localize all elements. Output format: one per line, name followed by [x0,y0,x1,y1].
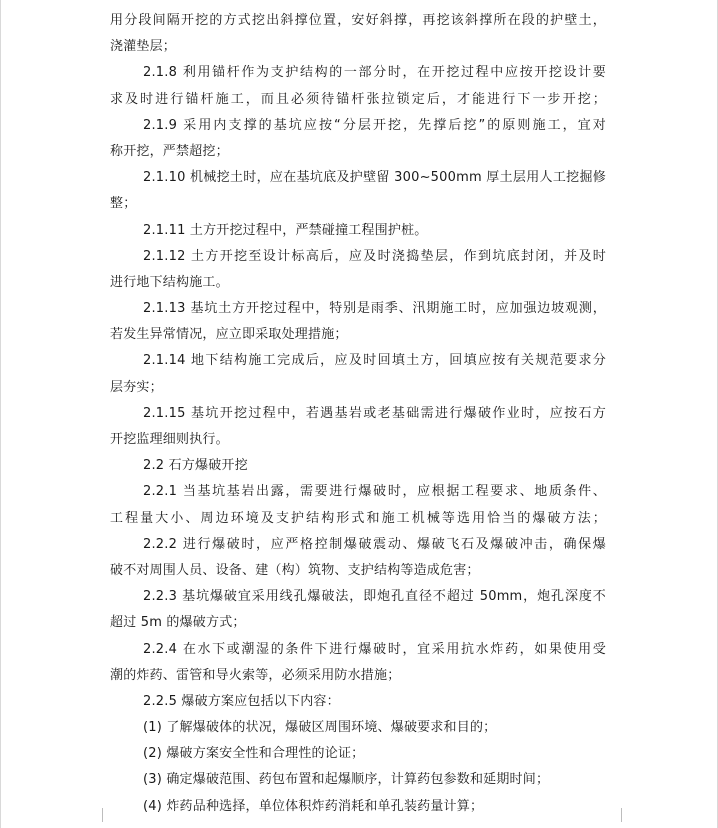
text-line: 2.2.1 当基坑基岩出露，需要进行爆破时，应根据工程要求、地质条件、 [143,484,606,500]
text-line: 称开挖，严禁超挖； [110,143,229,159]
margin-corner-mark-right [621,808,636,822]
text-line: 2.2.2 进行爆破时，应严格控制爆破震动、爆破飞石及爆破冲击，确保爆 [143,536,606,552]
text-line: 若发生异常情况，应立即采取处理措施； [110,327,348,343]
text-line: 2.1.12 土方开挖至设计标高后，应及时浇捣垫层，作到坑底封闭，并及时 [143,248,606,264]
text-line: 2.1.9 采用内支撑的基坑应按“分层开挖，先撑后挖”的原则施工，宜对 [143,117,606,133]
page-left-edge [0,0,1,828]
text-line: 破不对周围人员、设备、建（构）筑物、支护结构等造成危害； [110,562,480,578]
text-line: 潮的炸药、雷管和导火索等，必须采用防水措施； [110,667,401,683]
text-line: (2) 爆破方案安全性和合理性的论证； [143,746,365,762]
text-line: (1) 了解爆破体的状况，爆破区周围环境、爆破要求和目的； [143,720,497,736]
text-line: (3) 确定爆破范围、药包布置和起爆顺序，计算药包参数和延期时间； [143,772,550,788]
text-line: 2.1.11 土方开挖过程中，严禁碰撞工程围护桩。 [143,222,428,238]
text-line: 超过 5m 的爆破方式； [110,615,246,631]
text-line: 2.2 石方爆破开挖 [143,458,248,474]
text-line: 开挖监理细则执行。 [110,432,229,447]
text-line: 浇灌垫层； [110,39,177,55]
text-line: 2.1.8 利用锚杆作为支护结构的一部分时，在开挖过程中应按开挖设计要 [143,65,606,81]
text-line: 整； [110,196,137,212]
text-line: 用分段间隔开挖的方式挖出斜撑位置，安好斜撑，再挖该斜撑所在段的护壁土， [110,13,606,28]
text-line: 层夯实； [110,379,163,395]
text-line: 求及时进行锚杆施工，而且必须待锚杆张拉锁定后，才能进行下一步开挖； [110,91,606,107]
text-line: 2.2.4 在水下或潮湿的条件下进行爆破时，宜采用抗水炸药，如果使用受 [143,641,606,657]
text-line: 2.1.15 基坑开挖过程中，若遇基岩或老基础需进行爆破作业时，应按石方 [143,405,606,421]
text-line: (4) 炸药品种选择，单位体积炸药消耗和单孔装药量计算； [143,798,484,814]
text-line: 2.2.3 基坑爆破宜采用线孔爆破法，即炮孔直径不超过 50mm，炮孔深度不 [143,589,606,605]
text-line: 2.1.10 机械挖土时，应在基坑底及护壁留 300~500mm 厚土层用人工挖掘修 [143,170,606,186]
text-line: 2.2.5 爆破方案应包括以下内容： [143,693,340,709]
margin-corner-mark-left [88,808,103,822]
text-line: 2.1.13 基坑土方开挖过程中，特别是雨季、汛期施工时，应加强边坡观测， [143,301,606,317]
text-line: 工程量大小、周边环境及支护结构形式和施工机械等选用恰当的爆破方法； [110,510,606,526]
text-line: 进行地下结构施工。 [110,274,229,290]
document-body [110,8,606,820]
text-line: 2.1.14 地下结构施工完成后，应及时回填土方，回填应按有关规范要求分 [143,353,606,369]
